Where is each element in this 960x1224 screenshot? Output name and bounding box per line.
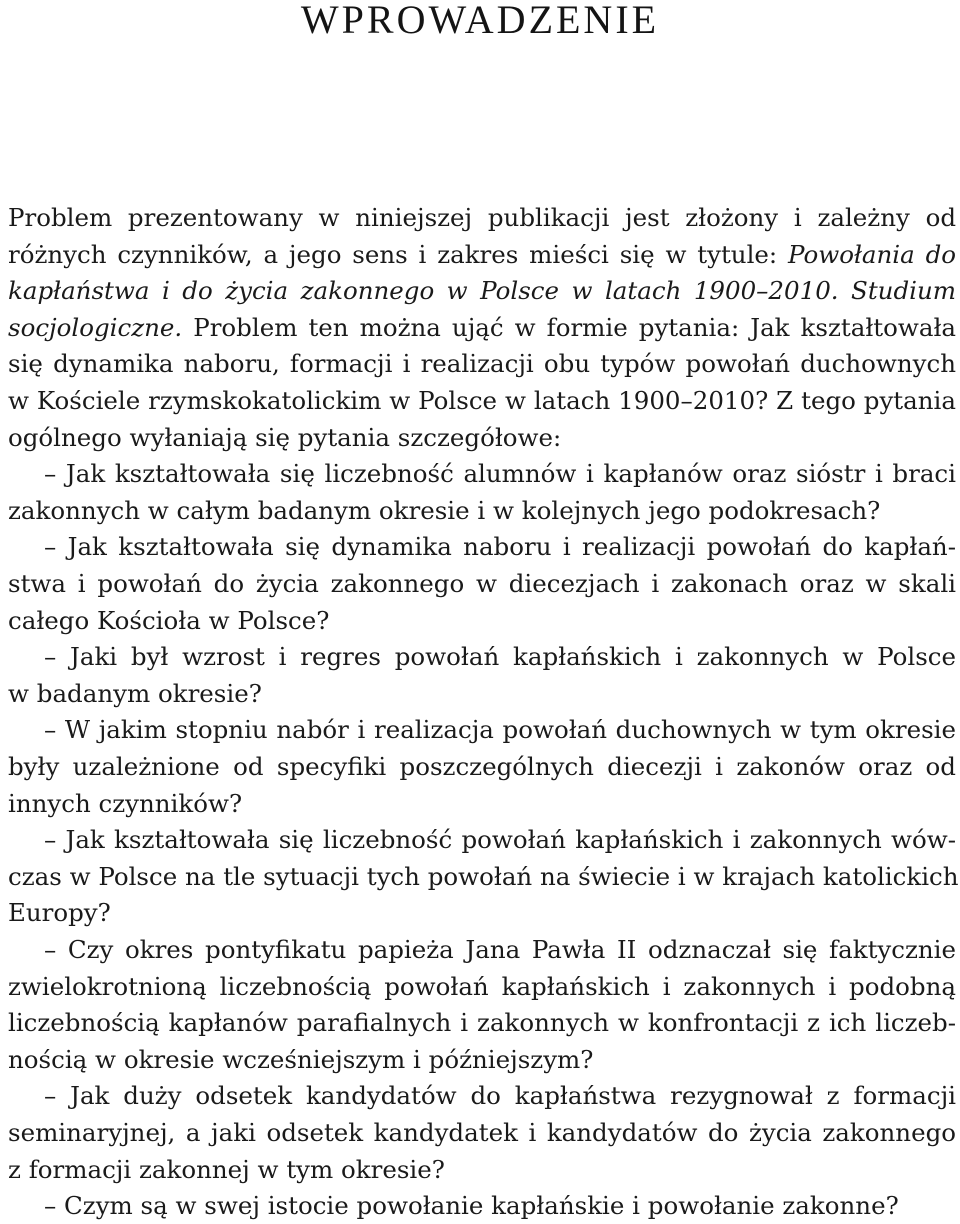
text-line: [8, 529, 956, 565]
text-line: [8, 1188, 899, 1224]
text-segment: Problem prezentowany w niniejszej publikacji jest złożony i zależny od: [8, 203, 956, 232]
text-line: [8, 932, 956, 968]
text-segment: – W jakim stopniu nabór i realizacja powołań duchownych w tym okresie: [44, 715, 956, 745]
text-segment: – Jak kształtowała się liczebność powołań kapłańskich i zakonnych wów-: [44, 825, 956, 855]
text-line: [8, 456, 956, 492]
text-line: [8, 200, 956, 236]
text-line: [8, 1078, 956, 1114]
text-segment: – Jak kształtowała się liczebność alumnów i kapłanów oraz sióstr i braci: [44, 459, 956, 489]
text-segment: innych czynników?: [8, 788, 243, 818]
text-line: [8, 1152, 445, 1188]
text-segment: nością w okresie wcześniejszym i późniejszym?: [8, 1044, 594, 1074]
text-line: [8, 237, 956, 273]
text-segment: różnych czynników, a jego sens i zakres mieści się w tytule:: [8, 239, 788, 269]
text-line: [8, 420, 561, 456]
text-segment: były uzależnione od specyfiki poszczególnych diecezji i zakonów oraz od: [8, 752, 956, 781]
italic-text-segment: socjologiczne.: [8, 312, 183, 342]
text-segment: czas w Polsce na tle sytuacji tych powołań na świecie i w krajach katolickich: [8, 861, 959, 891]
text-line: [8, 603, 329, 639]
text-segment: Europy?: [8, 898, 111, 928]
text-segment: w Kościele rzymskokatolickim w Polsce w latach 1900–2010? Z tego pytania: [8, 386, 956, 415]
text-line: [8, 566, 956, 602]
text-segment: Problem ten można ująć w formie pytania: Jak kształtowała: [182, 312, 956, 342]
text-line: [8, 1115, 956, 1151]
text-segment: zwielokrotnioną liczebnością powołań kapłańskich i zakonnych i podobną: [8, 971, 956, 1001]
text-line: [8, 859, 959, 895]
text-line: [8, 383, 956, 419]
text-segment: liczebnością kapłanów parafialnych i zakonnych w konfrontacji z ich liczeb-: [8, 1008, 956, 1038]
text-segment: z formacji zakonnej w tym okresie?: [8, 1154, 445, 1184]
text-line: [8, 676, 262, 712]
text-segment: – Jaki był wzrost i regres powołań kapłańskich i zakonnych w Polsce: [44, 642, 956, 672]
text-line: [8, 712, 956, 748]
text-line: [8, 273, 956, 309]
text-line: [8, 346, 956, 382]
text-line: [8, 822, 956, 858]
text-line: [8, 310, 956, 346]
text-line: [8, 639, 956, 675]
text-segment: całego Kościoła w Polsce?: [8, 605, 330, 635]
text-segment: – Czy okres pontyfikatu papieża Jana Pawła II odznaczał się faktycznie: [44, 935, 956, 964]
italic-text-segment: Powołania do: [788, 239, 957, 269]
text-line: [8, 786, 242, 822]
text-segment: ogólnego wyłaniają się pytania szczegółowe:: [8, 422, 562, 452]
text-segment: – Jak duży odsetek kandydatów do kapłaństwa rezygnował z formacji: [44, 1081, 956, 1111]
text-line: [8, 1042, 593, 1078]
text-segment: seminaryjnej, a jaki odsetek kandydatek i kandydatów do życia zakonnego: [8, 1118, 956, 1147]
text-segment: w badanym okresie?: [8, 678, 262, 708]
text-line: [8, 749, 956, 785]
text-segment: – Jak kształtowała się dynamika naboru i realizacji powołań do kapłań-: [44, 532, 956, 562]
text-segment: stwa i powołań do życia zakonnego w diecezjach i zakonach oraz w skali: [8, 569, 956, 598]
text-segment: się dynamika naboru, formacji i realizacji obu typów powołań duchownych: [8, 349, 956, 379]
text-line: [8, 969, 956, 1005]
chapter-heading: WPROWADZENIE: [300, 0, 660, 42]
text-segment: – Czym są w swej istocie powołanie kapłańskie i powołanie zakonne?: [44, 1191, 899, 1221]
text-line: [8, 895, 111, 931]
text-line: [8, 493, 880, 529]
italic-text-segment: kapłaństwa i do życia zakonnego w Polsce w latach 1900–2010. Studium: [8, 276, 956, 306]
text-line: [8, 1005, 956, 1041]
text-segment: zakonnych w całym badanym okresie i w kolejnych jego podokresach?: [8, 495, 881, 525]
